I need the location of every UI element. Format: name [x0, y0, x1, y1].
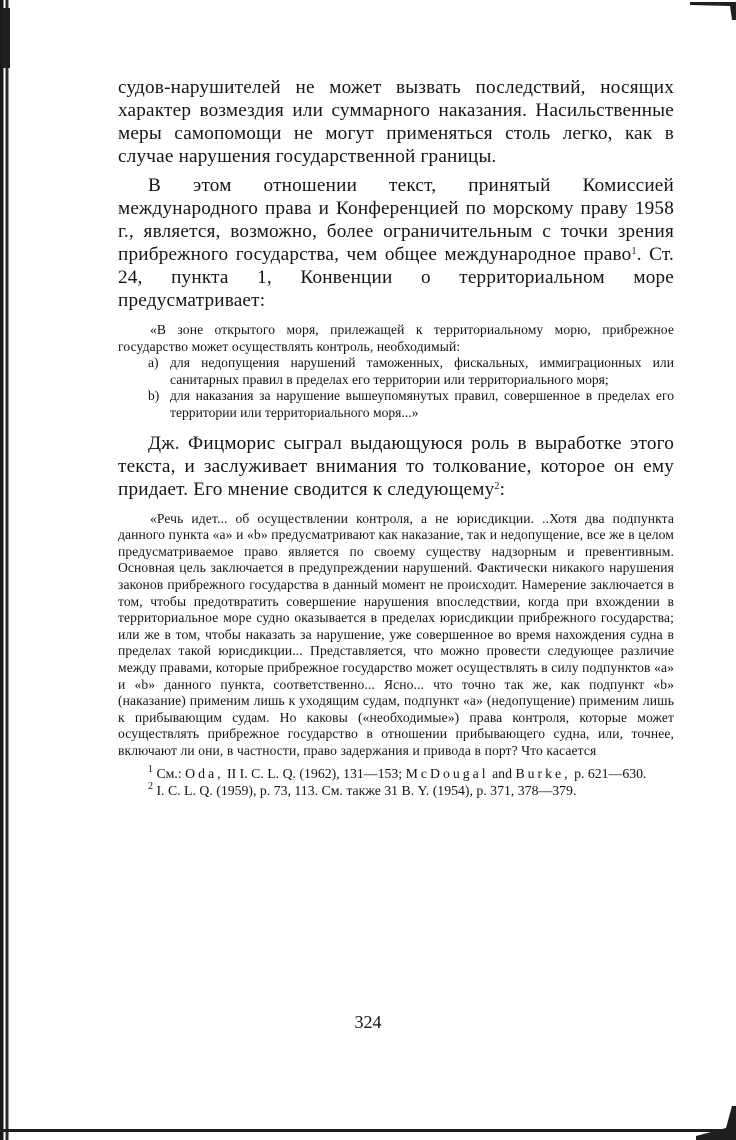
quote-1-item-b-label: b) — [148, 388, 160, 404]
footnote-1-and: and — [492, 766, 512, 782]
paragraph-2-tail: . Ст. 24, пункта 1, Конвенции о территориальном море предусматривает: — [118, 244, 674, 311]
page-number: 324 — [354, 1012, 382, 1032]
paragraph-2 — [118, 174, 674, 312]
footnote-2-mark: 2 — [148, 781, 153, 793]
footnote-1-ref-2: p. 621—630. — [574, 766, 647, 782]
paragraph-3 — [118, 432, 674, 501]
footnote-2 — [118, 782, 674, 799]
scan-bottom-edge — [0, 1129, 736, 1132]
quote-1-item-b-text: для наказания за нарушение вышеупомянутых правил, совершенное в пределах его территории или территориального моря...» — [170, 388, 674, 420]
quote-1-intro: «В зоне открытого моря, прилежащей к территориальному морю, прибрежное государство может осуществлять контроль, необходимый: — [118, 322, 674, 354]
quote-1-item-a-text: для недопущения нарушений таможенных, фискальных, иммиграционных или санитарных правил в пределах его территории или территориального моря; — [170, 355, 674, 387]
footnote-1-ref-1: II I. C. L. Q. (1962), 131—153; — [227, 766, 403, 782]
footnote-1-author-oda: Oda, — [185, 766, 224, 782]
quote-1-item-b — [118, 388, 674, 421]
footnote-ref-1: 1 — [631, 246, 637, 257]
page-body — [118, 76, 674, 799]
footnote-1-prefix: См.: — [156, 766, 182, 782]
footnote-2-text: I. C. L. Q. (1959), p. 73, 113. См. также 31 В. Y. (1954), p. 371, 378—379. — [156, 783, 577, 799]
scan-corner-top-right — [690, 0, 736, 20]
quote-1-item-a — [118, 355, 674, 388]
footnote-1-author-mcdougal: McDougal — [405, 766, 489, 782]
footnote-1 — [118, 765, 674, 782]
scan-edge-left — [0, 0, 14, 1140]
scan-edge-mark — [2, 8, 10, 68]
quote-2: «Речь идет... об осуществлении контроля, а не юрисдикции. ..Хотя два подпункта данного пункта «а» и «b» предусматривают как наказание, так и недопущение, все же в целом предусматриваемое право является по своему существу надзорным и превентивным. Основная цель заключается в предупреждении нарушений. Фактически никакого нарушения законов прибрежного государства в данный момент не происходит. Намерение заключается в том, чтобы предотвратить совершение нарушения впоследствии, когда при вхождении в территориальное море судно оказывается в пределах юрисдикции прибрежного государства; или же в том, чтобы наказать за нарушение, уже совершенное во время нахождения судна в пределах такой юрисдикции... Представляется, что можно провести следующее различие между правами, которые прибрежное государство может осуществлять в силу подпунктов «а» и «b» данного пункта, соответственно... Ясно... что точно так же, как подпункт «b» (наказание) применим лишь к уходящим судам, подпункт «а» (недопущение) применим лишь к прибывающим судам. Но каковы («необходимые») права контроля, которые может осуществлять прибрежное государство в отношении прибывающего судна, или, точнее, включают ли они, в частности, право задержания и привода в порт? Что касается — [118, 510, 674, 758]
paragraph-1: судов-нарушителей не может вызвать последствий, носящих характер возмездия или суммарного наказания. Насильственные меры самопомощи не могут применяться столь легко, как в случае нарушения государственной границы. — [118, 77, 674, 167]
footnote-1-author-burke: Burke, — [515, 766, 571, 782]
scan-corner-bottom-right — [696, 1106, 736, 1140]
quote-1-item-a-label: a) — [148, 355, 159, 371]
footnote-1-mark: 1 — [148, 764, 153, 776]
paragraph-2-text: В этом отношении текст, принятый Комиссией международного права и Конференцией по морскому праву 1958 г., является, возможно, более ограничительным с точки зрения прибрежного государства, чем общее международное право — [118, 175, 674, 265]
paragraph-3-tail: : — [499, 478, 506, 500]
paragraph-3-text: Дж. Фицморис сыграл выдающуюся роль в выработке этого текста, и заслуживает внимания то толкование, которое он ему придает. Его мнение сводится к следующему — [118, 432, 674, 500]
footnote-ref-2: 2 — [494, 480, 500, 492]
